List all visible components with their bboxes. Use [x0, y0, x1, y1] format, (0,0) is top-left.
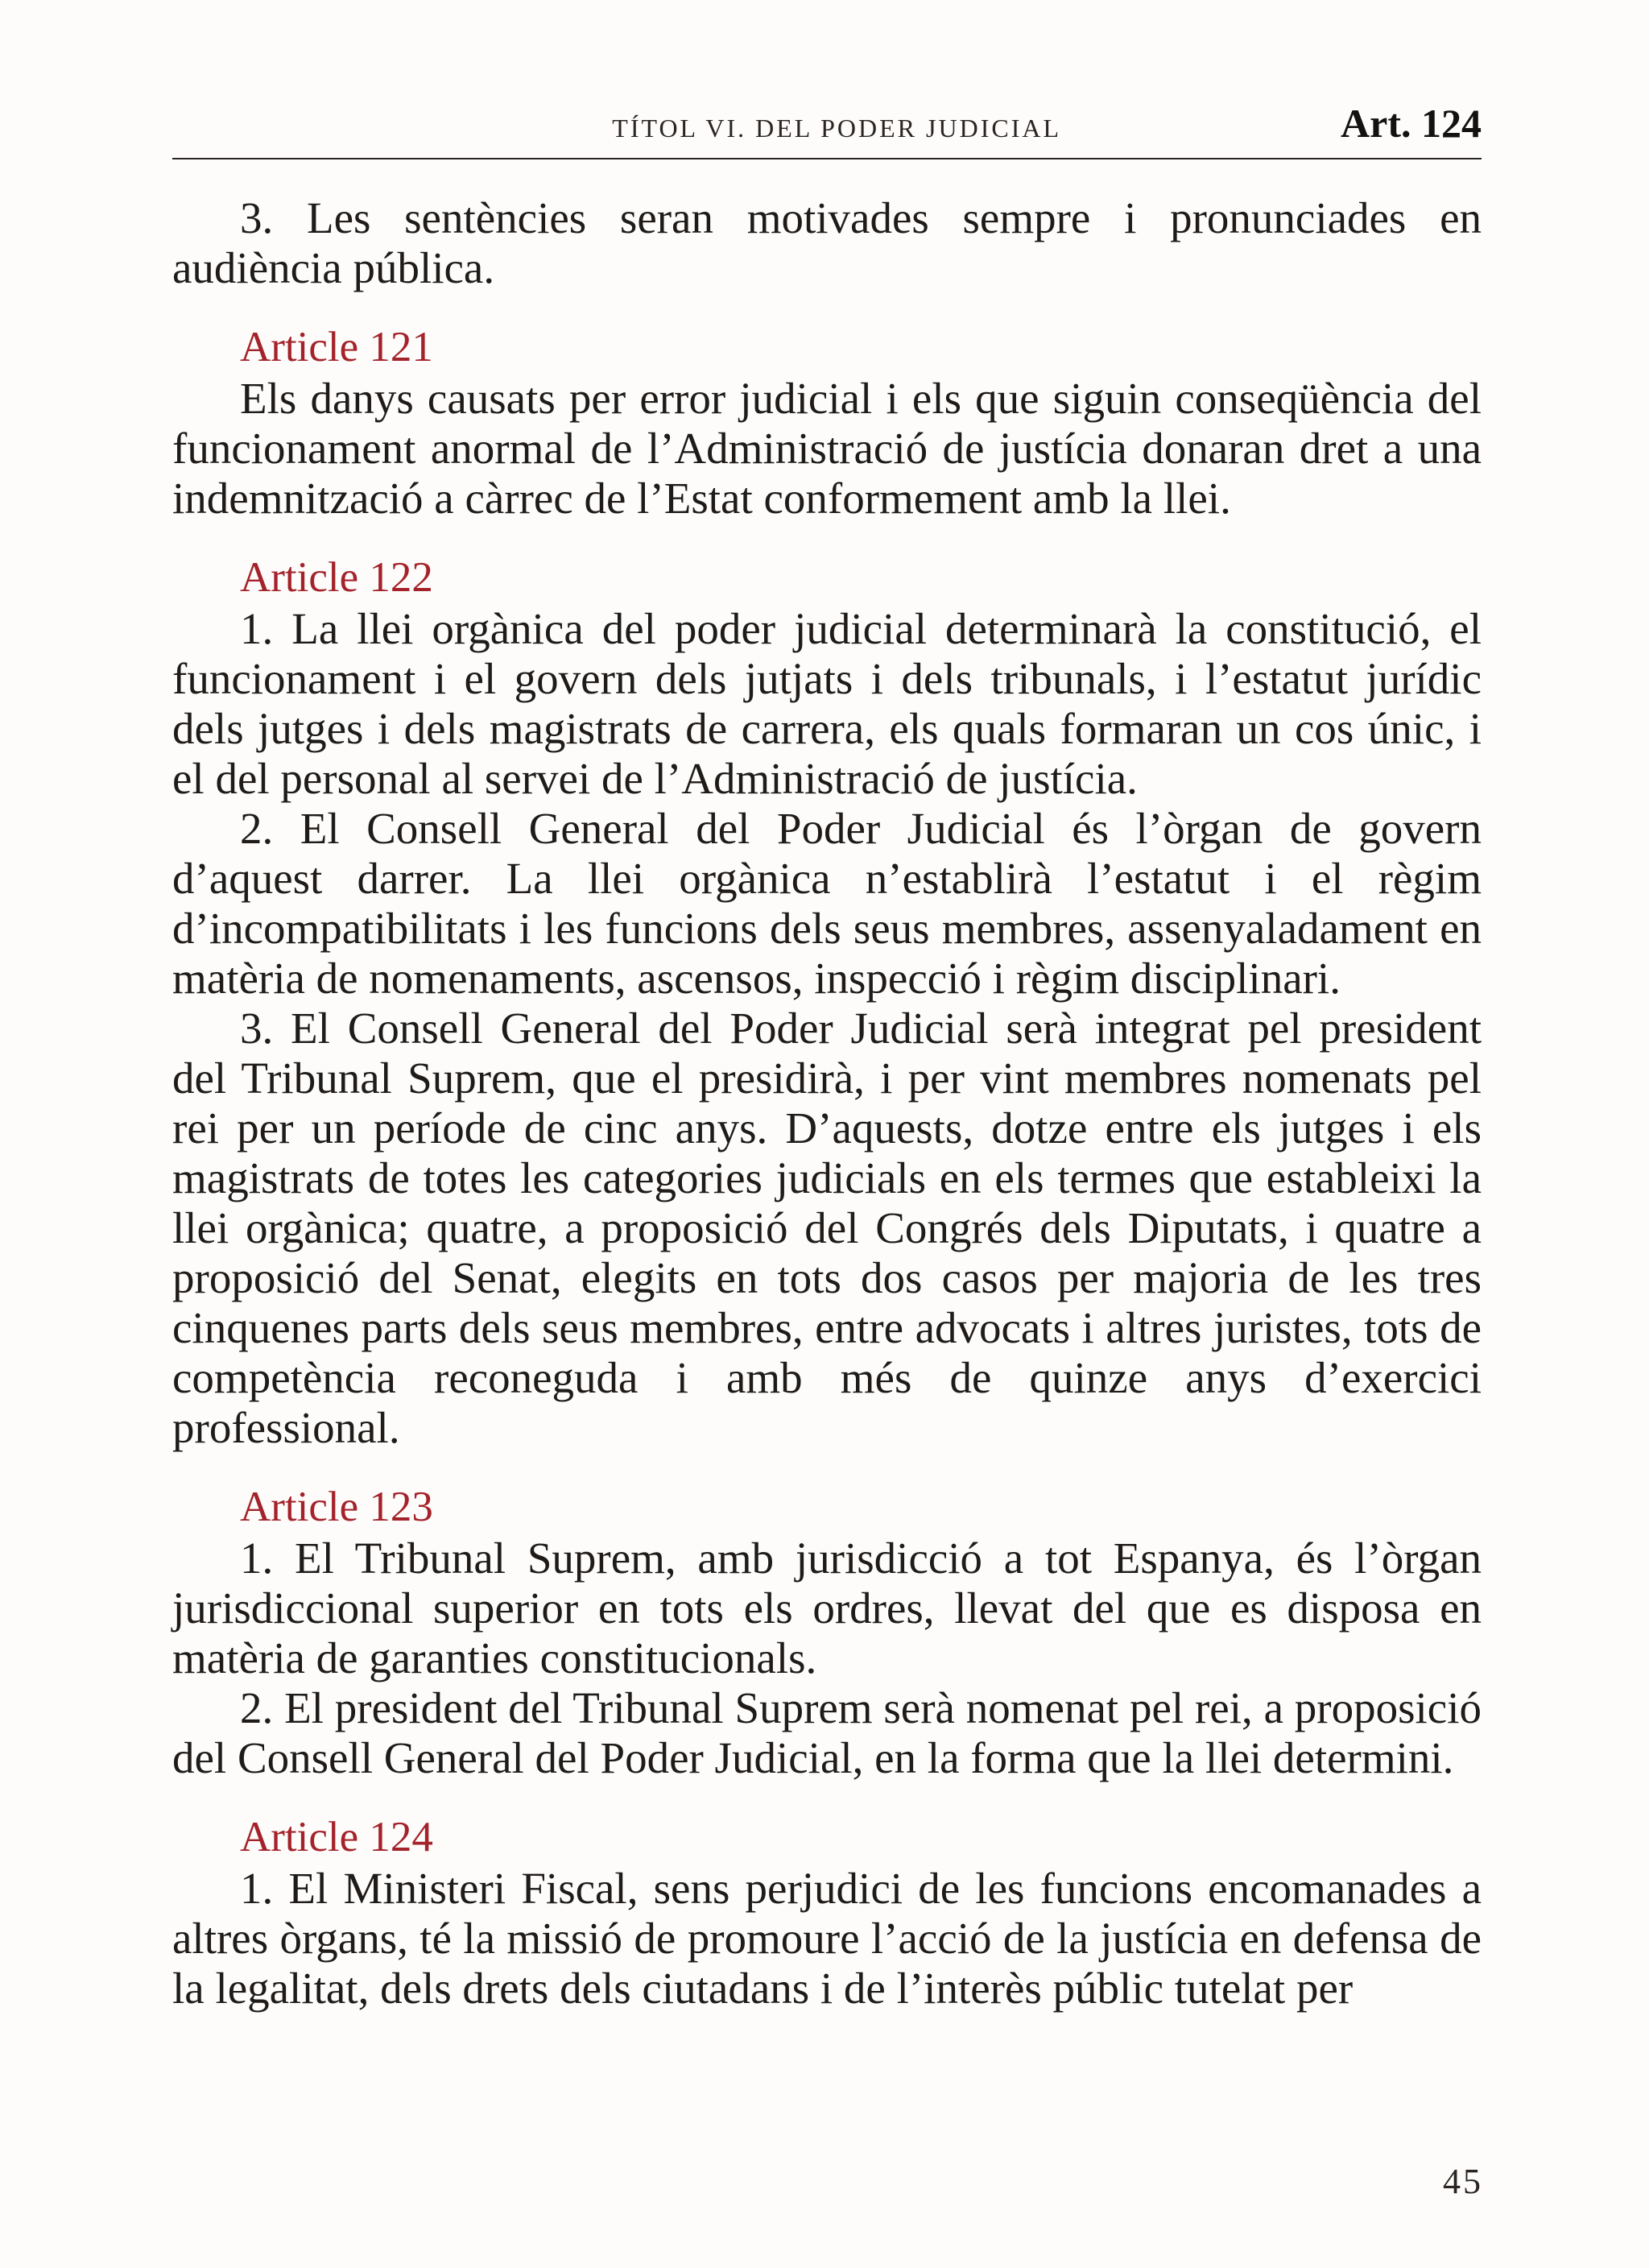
header-rule	[172, 158, 1482, 159]
article-heading: Article 121	[240, 324, 433, 370]
article-label: Art. 124	[1341, 101, 1482, 146]
article-heading: Article 122	[240, 554, 433, 601]
running-header	[172, 103, 1482, 159]
paragraph: 3. El Consell General del Poder Judicial serà integrat pel president del Tribunal Suprem, que el presidirà, i per vint membres nomenats pel rei per un període de cinc anys. D’aquests, dotze entre els jutges i els magistrats de totes les categories judicials en els termes que estableixi la llei orgànica; quatre, a proposició del Congrés dels Diputats, i quatre a proposició del Senat, elegits en tots dos casos per majoria de les tres cinquenes parts dels seus membres, entre advocats i altres juristes, tots de competència reconeguda i amb més de quinze anys d’exercici professional.	[172, 1004, 1482, 1452]
section-title: TÍTOL VI. DEL PODER JUDICIAL	[612, 114, 1061, 143]
page-number: 45	[1443, 2162, 1483, 2201]
paragraph: 1. La llei orgànica del poder judicial determinarà la constitució, el funcionament i el govern dels jutjats i dels tribunals, i l’estatut jurídic dels jutges i dels magistrats de carrera, els quals formaran un cos únic, i el del personal al servei de l’Administració de justícia.	[172, 604, 1482, 803]
article-heading: Article 124	[240, 1814, 433, 1860]
paragraph: 1. El Ministeri Fiscal, sens perjudici de les funcions encomanades a altres òrgans, té la missió de promoure l’acció de la justícia en defensa de la legalitat, dels drets dels ciutadans i de l’interès públic tutelat per	[172, 1864, 1482, 2013]
paragraph: 2. El president del Tribunal Suprem serà nomenat pel rei, a proposició del Consell General del Poder Judicial, en la forma que la llei determini.	[172, 1683, 1482, 1782]
page-body	[172, 193, 1482, 2013]
paragraph: 1. El Tribunal Suprem, amb jurisdicció a tot Espanya, és l’òrgan jurisdiccional superior en tots els ordres, llevat del que es disposa en matèria de garanties constitucionals.	[172, 1533, 1482, 1682]
article-heading: Article 123	[240, 1484, 433, 1530]
paragraph: 2. El Consell General del Poder Judicial és l’òrgan de govern d’aquest darrer. La llei orgànica n’establirà l’estatut i el règim d’incompatibilitats i les funcions dels seus membres, assenyaladament en matèria de nomenaments, ascensos, inspecció i règim disciplinari.	[172, 804, 1482, 1003]
paragraph: Els danys causats per error judicial i els que siguin conseqüència del funcionament anormal de l’Administració de justícia donaran dret a una indemnització a càrrec de l’Estat conformement amb la llei.	[172, 374, 1482, 523]
paragraph: 3. Les sentències seran motivades sempre i pronunciades en audiència pública.	[172, 193, 1482, 292]
